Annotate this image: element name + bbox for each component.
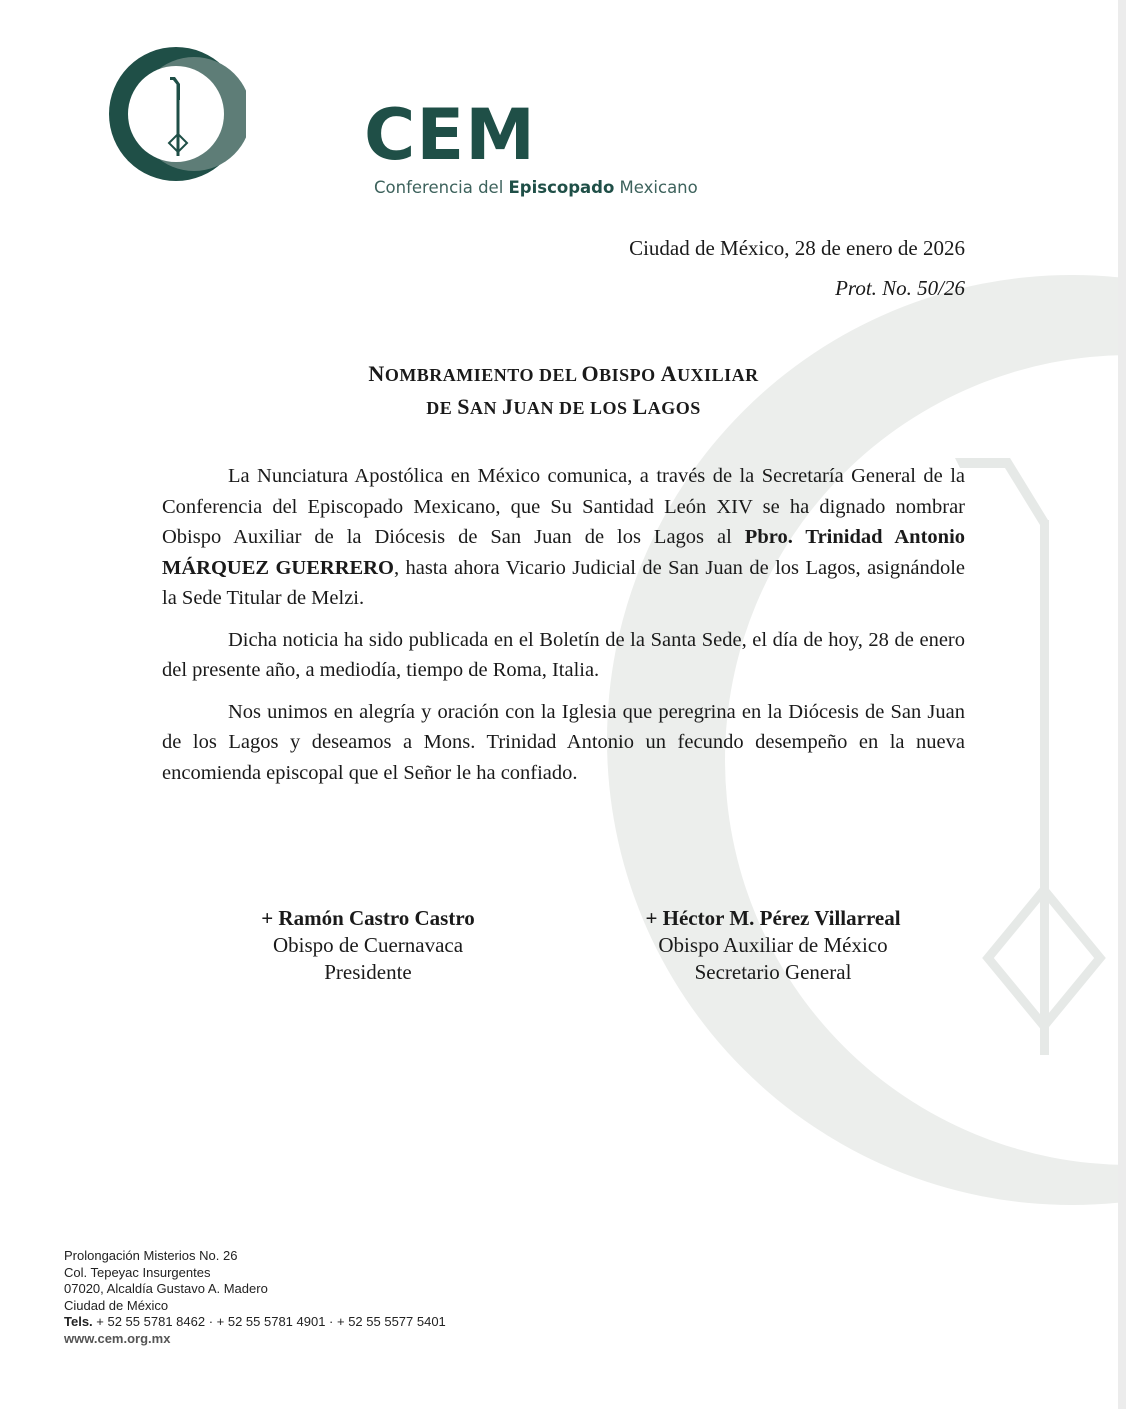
document-body <box>162 461 965 799</box>
page-edge-shadow <box>1118 0 1126 1409</box>
paragraph-1: La Nunciatura Apostólica en México comunica, a través de la Secretaría General de la Conferencia del Episcopado Mexicano, que Su Santidad León XIV se ha dignado nombrar Obispo Auxiliar de la Diócesis de San Juan de los Lagos al Pbro. Trinidad Antonio MÁRQUEZ GUERRERO, hasta ahora Vicario Judicial de San Juan de los Lagos, asignándole la Sede Titular de Melzi. <box>162 465 966 609</box>
website-link[interactable]: www.cem.org.mx <box>64 1330 171 1346</box>
address-line: Prolongación Misterios No. 26 <box>64 1248 238 1263</box>
signatory-title: Presidente <box>324 960 412 984</box>
phone-numbers: Tels. + 52 55 5781 8462 · + 52 55 5781 4901 · + 52 55 5577 5401 <box>64 1314 446 1329</box>
cem-wordmark: CEM <box>364 94 536 176</box>
place-date: Ciudad de México, 28 de enero de 2026 <box>629 236 965 260</box>
title-line-1: NOMBRAMIENTO DEL OBISPO AUXILIAR <box>368 361 759 386</box>
address-line: Col. Tepeyac Insurgentes <box>64 1264 211 1280</box>
signatory-role: Obispo Auxiliar de México <box>658 933 888 957</box>
paragraph-2: Dicha noticia ha sido publicada en el Boletín de la Santa Sede, el día de hoy, 28 de enero del presente año, a mediodía, tiempo de Roma, Italia. <box>162 628 965 681</box>
address-line: Ciudad de México <box>64 1297 169 1313</box>
footer-address <box>64 1248 446 1347</box>
title-line-2: DE SAN JUAN DE LOS LAGOS <box>426 394 701 419</box>
signatory-name: + Héctor M. Pérez Villarreal <box>645 906 901 930</box>
cem-emblem-icon <box>106 44 246 184</box>
signatory-role: Obispo de Cuernavaca <box>272 933 464 957</box>
address-line: 07020, Alcaldía Gustavo A. Madero <box>64 1281 268 1296</box>
signature-secretary <box>593 905 953 986</box>
cem-logo <box>106 44 698 197</box>
cem-full-name: Conferencia del Episcopado Mexicano <box>374 178 698 197</box>
signature-president <box>188 905 548 986</box>
document-title <box>162 358 965 424</box>
paragraph-3: Nos unimos en alegría y oración con la Iglesia que peregrina en la Diócesis de San Juan de los Lagos y deseamos a Mons. Trinidad Antonio un fecundo desempeño en la nueva encomienda episcopal que el Señor le ha confiado. <box>162 700 965 784</box>
dateline <box>629 228 965 308</box>
signatory-name: + Ramón Castro Castro <box>261 906 475 930</box>
protocol-number: Prot. No. 50/26 <box>835 276 965 300</box>
signatory-title: Secretario General <box>694 960 852 984</box>
